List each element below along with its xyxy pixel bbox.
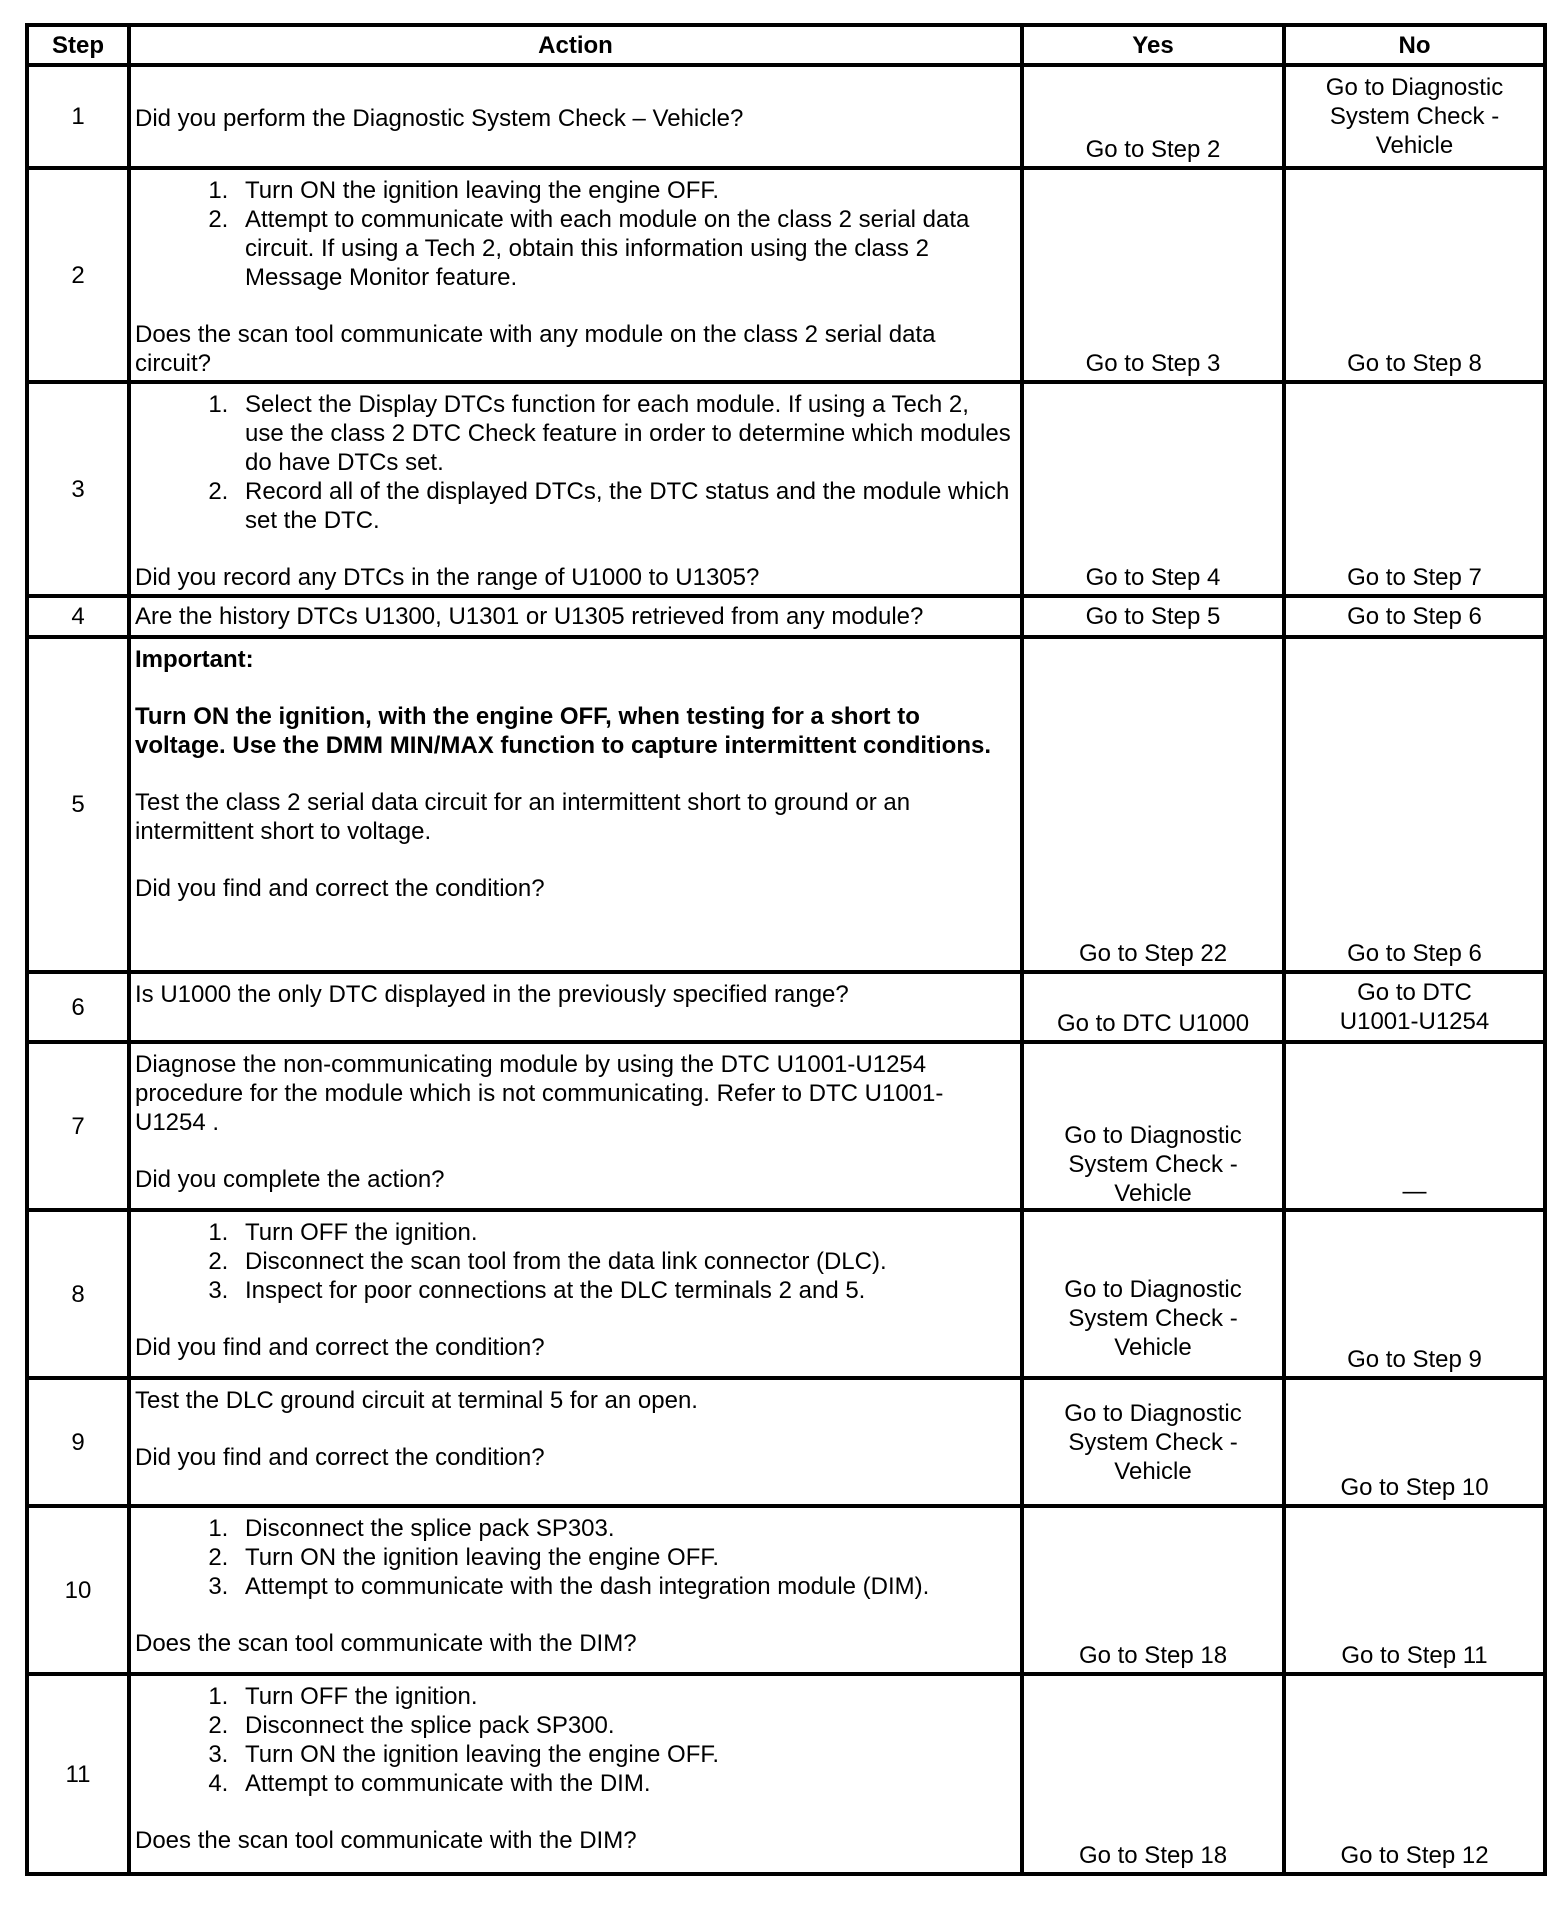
step-number: 11 [27, 1674, 129, 1874]
action-question: Does the scan tool communicate with the DIM? [135, 1827, 637, 1854]
header-row [27, 25, 1545, 65]
action-question: Is U1000 the only DTC displayed in the previously specified range? [135, 981, 849, 1008]
action-cell [129, 596, 1022, 637]
yes-cell: Go to Step 22 [1022, 637, 1284, 972]
table-row [27, 1378, 1545, 1506]
important-note: Turn ON the ignition, with the engine OFF, when testing for a short to voltage. Use the DMM MIN/MAX function to capture intermittent conditions. [135, 703, 992, 759]
table-row [27, 972, 1545, 1042]
action-cell [129, 1210, 1022, 1378]
step-number: 3 [27, 382, 129, 596]
action-question: Did you record any DTCs in the range of U1000 to U1305? [135, 564, 760, 591]
action-cell [129, 637, 1022, 972]
step-number: 2 [27, 168, 129, 382]
action-cell [129, 1674, 1022, 1874]
yes-cell: Go to Step 5 [1022, 596, 1284, 637]
action-step-item: 2. Record all of the displayed DTCs, the DTC status and the module which set the DTC. [235, 477, 1012, 535]
action-step-item: 3. Turn ON the ignition leaving the engine OFF. [235, 1740, 1012, 1769]
action-cell [129, 1378, 1022, 1506]
yes-cell: Go to Step 18 [1022, 1674, 1284, 1874]
important-label: Important: [135, 646, 254, 673]
action-cell [129, 1506, 1022, 1674]
action-cell [129, 972, 1022, 1042]
action-cell [129, 382, 1022, 596]
no-cell: Go to Step 9 [1284, 1210, 1545, 1378]
action-step-item: 2. Disconnect the scan tool from the data link connector (DLC). [235, 1247, 1012, 1276]
action-step-item: 1. Turn OFF the ignition. [235, 1682, 1012, 1711]
action-cell [129, 65, 1022, 168]
action-steps [135, 1218, 1012, 1305]
no-cell: Go to Step 11 [1284, 1506, 1545, 1674]
action-step-item: 2. Attempt to communicate with each module on the class 2 serial data circuit. If using a Tech 2, obtain this information using the class 2 Message Monitor feature. [235, 205, 1012, 292]
action-text: Test the DLC ground circuit at terminal 5 for an open. [135, 1387, 698, 1414]
action-question: Did you find and correct the condition? [135, 875, 545, 902]
table-row [27, 1506, 1545, 1674]
table-row [27, 1674, 1545, 1874]
action-question: Does the scan tool communicate with any module on the class 2 serial data circuit? [135, 321, 936, 377]
no-cell: Go to Diagnostic System Check - Vehicle [1284, 65, 1545, 168]
action-step-item: 4. Attempt to communicate with the DIM. [235, 1769, 1012, 1798]
no-cell: Go to Step 7 [1284, 382, 1545, 596]
action-step-item: 1. Select the Display DTCs function for each module. If using a Tech 2, use the class 2 DTC Check feature in order to determine which modules do have DTCs set. [235, 390, 1012, 477]
action-step-item: 1. Turn OFF the ignition. [235, 1218, 1012, 1247]
action-cell [129, 1042, 1022, 1210]
action-steps [135, 1514, 1012, 1601]
action-step-item: 3. Inspect for poor connections at the DLC terminals 2 and 5. [235, 1276, 1012, 1305]
table-row [27, 1042, 1545, 1210]
table-row [27, 65, 1545, 168]
action-question: Does the scan tool communicate with the DIM? [135, 1630, 637, 1657]
yes-cell: Go to DTC U1000 [1022, 972, 1284, 1042]
yes-cell: Go to Step 18 [1022, 1506, 1284, 1674]
step-number: 6 [27, 972, 129, 1042]
action-question: Did you perform the Diagnostic System Check – Vehicle? [135, 105, 744, 132]
table-row [27, 1210, 1545, 1378]
step-number: 8 [27, 1210, 129, 1378]
header-step: Step [27, 25, 129, 65]
no-cell: Go to Step 8 [1284, 168, 1545, 382]
table-row [27, 168, 1545, 382]
action-steps [135, 1682, 1012, 1798]
step-number: 7 [27, 1042, 129, 1210]
step-number: 5 [27, 637, 129, 972]
action-step-item: 2. Turn ON the ignition leaving the engine OFF. [235, 1543, 1012, 1572]
yes-cell: Go to Step 2 [1022, 65, 1284, 168]
action-step-item: 2. Disconnect the splice pack SP300. [235, 1711, 1012, 1740]
action-steps [135, 390, 1012, 535]
action-question: Did you find and correct the condition? [135, 1334, 545, 1361]
table-row [27, 596, 1545, 637]
no-cell: — [1284, 1042, 1545, 1210]
action-text: Diagnose the non-communicating module by using the DTC U1001-U1254 procedure for the module which is not communicating. Refer to DTC U1001-U1254 . [135, 1051, 944, 1136]
no-cell: Go to Step 12 [1284, 1674, 1545, 1874]
table-row [27, 382, 1545, 596]
yes-cell: Go to Diagnostic System Check - Vehicle [1022, 1378, 1284, 1506]
action-question: Did you complete the action? [135, 1166, 445, 1193]
step-number: 1 [27, 65, 129, 168]
yes-cell: Go to Step 4 [1022, 382, 1284, 596]
action-text: Test the class 2 serial data circuit for an intermittent short to ground or an intermittent short to voltage. [135, 789, 911, 845]
step-number: 10 [27, 1506, 129, 1674]
yes-cell: Go to Diagnostic System Check - Vehicle [1022, 1210, 1284, 1378]
header-yes: Yes [1022, 25, 1284, 65]
action-step-item: 3. Attempt to communicate with the dash integration module (DIM). [235, 1572, 1012, 1601]
yes-cell: Go to Diagnostic System Check - Vehicle [1022, 1042, 1284, 1210]
diagnostic-table [25, 23, 1547, 1876]
step-number: 4 [27, 596, 129, 637]
action-cell [129, 168, 1022, 382]
no-cell: Go to Step 6 [1284, 596, 1545, 637]
action-step-item: 1. Disconnect the splice pack SP303. [235, 1514, 1012, 1543]
no-cell: Go to Step 10 [1284, 1378, 1545, 1506]
yes-cell: Go to Step 3 [1022, 168, 1284, 382]
action-question: Are the history DTCs U1300, U1301 or U1305 retrieved from any module? [135, 603, 924, 630]
no-cell: Go to Step 6 [1284, 637, 1545, 972]
step-number: 9 [27, 1378, 129, 1506]
action-steps [135, 176, 1012, 292]
action-question: Did you find and correct the condition? [135, 1444, 545, 1471]
table-row [27, 637, 1545, 972]
header-no: No [1284, 25, 1545, 65]
action-step-item: 1. Turn ON the ignition leaving the engine OFF. [235, 176, 1012, 205]
header-action: Action [129, 25, 1022, 65]
no-cell: Go to DTC U1001-U1254 [1284, 972, 1545, 1042]
